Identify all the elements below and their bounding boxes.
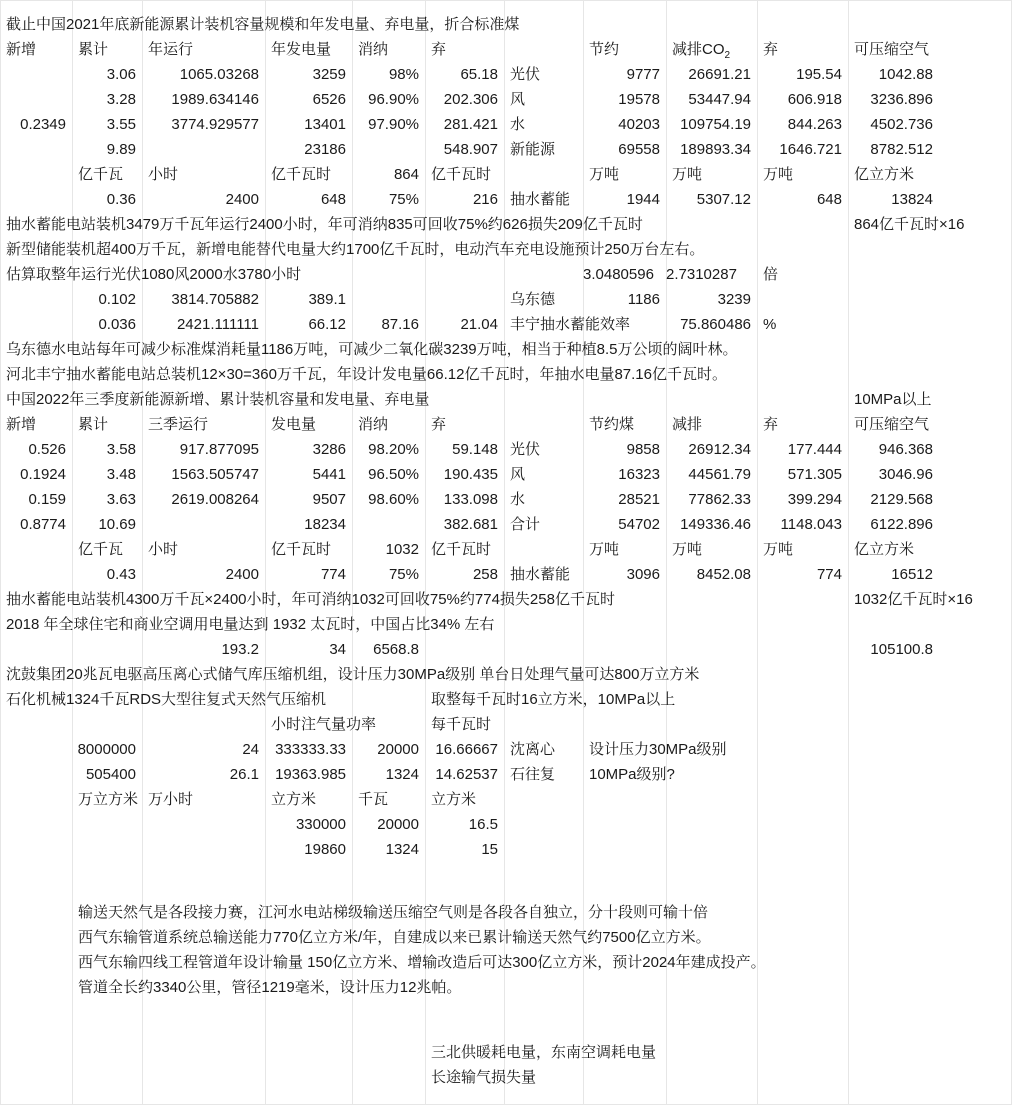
- cell-volume: 505400: [85, 766, 136, 783]
- cell-cumulative: 3.28: [106, 91, 136, 108]
- note-row: [0, 237, 1012, 262]
- cell-power: 20000: [377, 816, 419, 833]
- cell-value-e: 21.04: [460, 316, 498, 333]
- header-annual-generation: 年发电量: [271, 41, 332, 58]
- cell-category: 风: [510, 466, 526, 483]
- cell-q3-hours: 1563.505747: [171, 466, 259, 483]
- cell-co2: 5307.12: [696, 191, 751, 208]
- note-fengning: 河北丰宁抽水蓄能电站总装机12×30=360万千瓦，年设计发电量66.12亿千瓦时，年抽水电量87.16亿千瓦时。: [6, 366, 727, 383]
- cell-annual-generation: 23186: [304, 141, 346, 158]
- unit-curtailment: 亿千瓦时: [431, 166, 492, 183]
- cell-annual-generation: 3259: [312, 66, 346, 83]
- unit-cubic-meter-2: 立方米: [431, 791, 477, 808]
- header-curtailment: 弃: [431, 41, 447, 58]
- note-row: [0, 662, 1012, 687]
- note-row: [0, 637, 1012, 662]
- cell-waste: 648: [816, 191, 842, 208]
- table-row: [0, 487, 1012, 512]
- header-hourly-injection-power: 小时注气量功率: [271, 716, 377, 733]
- cell-co2: 189893.34: [680, 141, 751, 158]
- table-row: [0, 512, 1012, 537]
- cell-compressed-air: 2129.568: [870, 491, 933, 508]
- cell-consumption: [352, 137, 419, 162]
- cell-waste: 1646.721: [779, 141, 842, 158]
- cell-coal-saving: 54702: [618, 516, 660, 533]
- unit-curtailment: 亿千瓦时: [431, 541, 492, 558]
- table-row: [0, 62, 1012, 87]
- paragraph-pipeline-spec: 管道全长约3340公里，管径1219毫米，设计压力12兆帕。: [78, 979, 462, 996]
- value-ac-c: 6568.8: [373, 641, 419, 658]
- label-fengning-efficiency: 丰宁抽水蓄能效率: [510, 316, 631, 333]
- cell-cumulative: 3.55: [106, 116, 136, 133]
- header-savings: 节约: [589, 41, 620, 58]
- cell-per-kwh: 16.66667: [435, 741, 498, 758]
- unit-cumulative: 亿千瓦: [78, 166, 124, 183]
- header-consumption: 消纳: [358, 41, 389, 58]
- paragraph-row: [0, 950, 1012, 975]
- header-waste: 弃: [763, 41, 779, 58]
- cell-category: 合计: [510, 516, 541, 533]
- value-ac-b: 34: [329, 641, 346, 658]
- cell-power: 1324: [385, 766, 419, 783]
- cell-co2: 26691.21: [688, 66, 751, 83]
- paragraph-line-four: 西气东输四线工程管道年设计输量 150亿立方米、增输改造后可达300亿立方米，预计2024年建成投产。: [78, 954, 766, 971]
- unit-hours: 万小时: [148, 791, 194, 808]
- table-row: [0, 762, 1012, 787]
- header-per-kwh: 每千瓦时: [431, 716, 492, 733]
- cell-compressed-air: 8782.512: [870, 141, 933, 158]
- cell-category: 光伏: [510, 66, 541, 83]
- cell-consumption: 98.60%: [368, 491, 419, 508]
- cell-cumulative: 0.43: [106, 566, 136, 583]
- value-ratio-2: 2.7310287: [666, 266, 737, 283]
- cell-value-d: 87.16: [381, 316, 419, 333]
- value-1032: 1032: [385, 541, 419, 558]
- note-row: [0, 687, 1012, 712]
- cell-hours: 26.1: [229, 766, 259, 783]
- cell-generation: 9507: [312, 491, 346, 508]
- cell-waste: 844.263: [787, 116, 842, 133]
- cell-new-added: 0.526: [28, 441, 66, 458]
- cell-cumulative: 3.63: [106, 491, 136, 508]
- cell-waste: 1148.043: [780, 516, 842, 533]
- cell-cumulative: 3.48: [106, 466, 136, 483]
- table-row: [0, 437, 1012, 462]
- footer-row: [0, 1040, 1012, 1065]
- table-row-fengning: [0, 312, 1012, 337]
- cell-curtailment: 281.421: [443, 116, 498, 133]
- cell-hourly-injection: 19860: [304, 841, 346, 858]
- paragraph-west-east-capacity: 西气东输管道系统总输送能力770亿立方米/年，自建成以来已累计输送天然气约7500亿立方米。: [78, 929, 711, 946]
- cell-co2: 109754.19: [680, 116, 751, 133]
- table-row: [0, 837, 1012, 862]
- cell-compressed-air: 946.368: [878, 441, 933, 458]
- cell-annual-generation: 648: [320, 191, 346, 208]
- unit-savings: 万吨: [589, 166, 620, 183]
- note-new-storage: 新型储能装机超400万千瓦，新增电能替代电量大约1700亿千瓦时，电动汽车充电设施预计250万台左右。: [6, 241, 705, 258]
- cell-q3-hours: 2619.008264: [171, 491, 259, 508]
- section2-header-row: [0, 412, 1012, 437]
- table-row: [0, 812, 1012, 837]
- cell-consumption: 96.90%: [368, 91, 419, 108]
- footer-heating-cooling: 三北供暖耗电量，东南空调耗电量: [431, 1044, 657, 1061]
- unit-cumulative: 亿千瓦: [78, 541, 124, 558]
- table-row-pumped-storage: [0, 187, 1012, 212]
- cell-category: 水: [510, 116, 526, 133]
- cell-new-added: [0, 62, 66, 87]
- paragraph-gas-relay: 输送天然气是各段接力赛，江河水电站梯级输送压缩空气则是各段各自独立，分十段则可输十倍: [78, 904, 709, 921]
- note-shihua-compressor-right: 取整每千瓦时16立方米，10MPa以上: [431, 691, 676, 708]
- value-ac-right: 105100.8: [870, 641, 933, 658]
- note-row: [0, 612, 1012, 637]
- cell-value-c: 389.1: [308, 291, 346, 308]
- cell-cumulative: 3.06: [106, 66, 136, 83]
- cell-curtailment: 59.148: [452, 441, 498, 458]
- cell-annual-hours: 2400: [225, 191, 259, 208]
- header-generation: 发电量: [271, 416, 317, 433]
- section2-title-right: 10MPa以上: [854, 391, 932, 408]
- cell-category: 抽水蓄能: [510, 191, 571, 208]
- header-cumulative: 累计: [78, 416, 109, 433]
- cell-co2-reduction: 3239: [717, 291, 751, 308]
- cell-value-b: 2421.111111: [176, 316, 259, 333]
- header-compressed-air: 可压缩空气: [854, 416, 930, 433]
- header-q3-hours: 三季运行: [148, 416, 209, 433]
- cell-hours: 24: [242, 741, 259, 758]
- unit-compressed-air: 亿立方米: [854, 166, 915, 183]
- cell-compressed-air: 4502.736: [870, 116, 933, 133]
- cell-compressed-air: 13824: [891, 191, 933, 208]
- note-row: [0, 212, 1012, 237]
- cell-consumption: 98.20%: [368, 441, 419, 458]
- table-row-pumped-storage: [0, 562, 1012, 587]
- cell-per-kwh: 16.5: [468, 816, 498, 833]
- note-row: [0, 362, 1012, 387]
- cell-curtailment: 133.098: [443, 491, 498, 508]
- table-row: [0, 462, 1012, 487]
- cell-value-a: 0.036: [98, 316, 136, 333]
- unit-generation: 亿千瓦时: [271, 166, 332, 183]
- cell-emission: 8452.08: [696, 566, 751, 583]
- header-co2-reduction: 减排$CO_2$: [672, 41, 731, 61]
- cell-annual-hours: 3774.929577: [171, 116, 259, 133]
- cell-new-added: 0.2349: [20, 116, 66, 133]
- cell-compressed-air: 3236.896: [870, 91, 933, 108]
- cell-curtailment: 216: [472, 191, 498, 208]
- cell-generation: 18234: [304, 516, 346, 533]
- unit-cubic-meter: 立方米: [271, 791, 317, 808]
- cell-new-added: [0, 137, 66, 162]
- unit-kilowatt: 千瓦: [358, 791, 389, 808]
- cell-waste: 195.54: [796, 66, 842, 83]
- section1-units-row: [0, 162, 1012, 187]
- cell-category: 新能源: [510, 141, 556, 158]
- cell-power: 1324: [385, 841, 419, 858]
- cell-generation: 5441: [312, 466, 346, 483]
- header-emission-reduction: 减排: [672, 416, 703, 433]
- cell-curtailment: 258: [472, 566, 498, 583]
- cell-equipment-label: 沈离心: [510, 741, 556, 758]
- note-pumped-storage: 抽水蓄能电站装机3479万千瓦年运行2400小时，年可消纳835可回收75%约626损失209亿千瓦时: [6, 216, 643, 233]
- cell-cumulative: 10.69: [98, 516, 136, 533]
- cell-curtailment: 548.907: [443, 141, 498, 158]
- header-cumulative: 累计: [78, 41, 109, 58]
- value-864: 864: [393, 166, 419, 183]
- cell-savings: 40203: [618, 116, 660, 133]
- cell-compressed-air: 1042.88: [878, 66, 933, 83]
- cell-annual-generation: 13401: [304, 116, 346, 133]
- cell-equipment-label: 石往复: [510, 766, 556, 783]
- cell-consumption: 97.90%: [368, 116, 419, 133]
- cell-curtailment: 190.435: [443, 466, 498, 483]
- header-new-added: 新增: [6, 416, 37, 433]
- unit-percent: %: [763, 316, 777, 333]
- cell-power: 20000: [377, 741, 419, 758]
- cell-savings: 69558: [618, 141, 660, 158]
- note-estimate-hours: 估算取整年运行光伏1080风2000水3780小时: [6, 266, 302, 283]
- cell-category: 风: [510, 91, 526, 108]
- cell-pressure-note: 10MPa级别?: [589, 766, 675, 783]
- cell-volume: 8000000: [77, 741, 136, 758]
- table-row-wudongde: [0, 287, 1012, 312]
- paragraph-row: [0, 925, 1012, 950]
- cell-pressure-note: 设计压力30MPa级别: [589, 741, 727, 758]
- cell-cumulative: 0.36: [106, 191, 136, 208]
- table-row: [0, 737, 1012, 762]
- cell-generation: 774: [320, 566, 346, 583]
- paragraph-row: [0, 900, 1012, 925]
- footer-transport-loss: 长途输气损失量: [431, 1069, 537, 1086]
- cell-savings: 9777: [626, 66, 660, 83]
- cell-generation: 3286: [312, 441, 346, 458]
- cell-cumulative: 9.89: [106, 141, 136, 158]
- header-curtailment: 弃: [431, 416, 447, 433]
- table-row: [0, 112, 1012, 137]
- cell-emission: 44561.79: [688, 466, 751, 483]
- note-global-ac: 2018 年全球住宅和商业空调用电量达到 1932 太瓦时，中国占比34% 左右: [6, 616, 495, 633]
- cell-curtailment: 382.681: [443, 516, 498, 533]
- header-consumption: 消纳: [358, 416, 389, 433]
- cell-annual-hours: 1989.634146: [171, 91, 259, 108]
- cell-value-c: 66.12: [308, 316, 346, 333]
- unit-hours: 小时: [148, 541, 179, 558]
- table-row: [0, 137, 1012, 162]
- cell-value-a: 0.102: [98, 291, 136, 308]
- header-compressed-air: 可压缩空气: [854, 41, 930, 58]
- section2-title-row: [0, 387, 1012, 412]
- cell-hourly-injection: 333333.33: [275, 741, 346, 758]
- unit-hours: 小时: [148, 166, 179, 183]
- cell-hourly-injection: 330000: [295, 816, 346, 833]
- cell-value-b: 3814.705882: [171, 291, 259, 308]
- cell-consumption: 75%: [388, 191, 419, 208]
- value-ratio-1: 3.0480596: [583, 266, 654, 283]
- cell-consumption: 96.50%: [368, 466, 419, 483]
- cell-savings: 19578: [618, 91, 660, 108]
- note-row: [0, 337, 1012, 362]
- header-waste: 弃: [763, 416, 779, 433]
- value-ac-a: 193.2: [221, 641, 259, 658]
- cell-efficiency-value: 75.860486: [680, 316, 751, 333]
- header-new-added: 新增: [6, 41, 37, 58]
- cell-per-kwh: 15: [481, 841, 498, 858]
- unit-emission: 万吨: [672, 541, 703, 558]
- note-shihua-compressor: 石化机械1324千瓦RDS大型往复式天然气压缩机: [6, 691, 327, 708]
- note-shengu-compressor: 沈鼓集团20兆瓦电驱高压离心式储气库压缩机组，设计压力30MPa级别 单台日处理气量可达800万立方米: [6, 666, 700, 683]
- cell-waste: 774: [816, 566, 842, 583]
- header-annual-hours: 年运行: [148, 41, 194, 58]
- cell-category: 抽水蓄能: [510, 566, 571, 583]
- unit-generation: 亿千瓦时: [271, 541, 332, 558]
- cell-coal-saving: 9858: [626, 441, 660, 458]
- table-row: [0, 87, 1012, 112]
- compressor-units-row: [0, 787, 1012, 812]
- section2-units-row: [0, 537, 1012, 562]
- cell-curtailment: 65.18: [460, 66, 498, 83]
- cell-emission: 26912.34: [688, 441, 751, 458]
- unit-coal-saving: 万吨: [589, 541, 620, 558]
- note-wudongde: 乌东德水电站每年可减少标准煤消耗量1186万吨，可减少二氧化碳3239万吨，相当于种植8.5万公顷的阔叶林。: [6, 341, 738, 358]
- cell-waste: 177.444: [787, 441, 842, 458]
- unit-co2: 万吨: [672, 166, 703, 183]
- unit-waste: 万吨: [763, 541, 794, 558]
- cell-consumption: 75%: [388, 566, 419, 583]
- cell-waste: 399.294: [787, 491, 842, 508]
- document-title-row: [0, 12, 1012, 37]
- cell-co2: 53447.94: [688, 91, 751, 108]
- footer-row: [0, 1065, 1012, 1090]
- cell-new-added: 0.1924: [20, 466, 66, 483]
- cell-waste: 571.305: [787, 466, 842, 483]
- unit-times: 倍: [763, 266, 779, 283]
- cell-coal-saving: 3096: [626, 566, 660, 583]
- cell-new-added: [0, 87, 66, 112]
- cell-new-added: 0.8774: [20, 516, 66, 533]
- unit-volume: 万立方米: [78, 791, 139, 808]
- cell-waste: 606.918: [787, 91, 842, 108]
- section1-header-row: [0, 37, 1012, 62]
- cell-emission: 77862.33: [688, 491, 751, 508]
- cell-coal-saving: 28521: [618, 491, 660, 508]
- cell-compressed-air: 3046.96: [878, 466, 933, 483]
- grid-line-horizontal: [0, 0, 1012, 1]
- cell-savings: 1944: [626, 191, 660, 208]
- cell-emission: 149336.46: [680, 516, 751, 533]
- cell-curtailment: 202.306: [443, 91, 498, 108]
- cell-new-added: 0.159: [28, 491, 66, 508]
- compressor-header-row: [0, 712, 1012, 737]
- cell-category: 水: [510, 491, 526, 508]
- cell-annual-hours: 1065.03268: [179, 66, 259, 83]
- cell-q3-hours: 917.877095: [179, 441, 259, 458]
- page-title: 截止中国2021年底新能源累计装机容量规模和年发电量、弃电量，折合标准煤: [6, 16, 520, 33]
- note-pumped-storage-2022: 抽水蓄能电站装机4300万千瓦×2400小时，年可消纳1032可回收75%约774损失258亿千瓦时: [6, 591, 615, 608]
- note-row: [0, 262, 1012, 287]
- cell-category: 光伏: [510, 441, 541, 458]
- cell-coal-saving: 1186: [627, 291, 660, 308]
- cell-coal-saving: 16323: [618, 466, 660, 483]
- cell-compressed-air: 6122.896: [870, 516, 933, 533]
- label-wudongde: 乌东德: [510, 291, 556, 308]
- cell-consumption: [352, 512, 419, 537]
- unit-waste: 万吨: [763, 166, 794, 183]
- section2-title: 中国2022年三季度新能源新增、累计装机容量和发电量、弃电量: [6, 391, 430, 408]
- unit-compressed-air: 亿立方米: [854, 541, 915, 558]
- note-pumped-storage-2022-right: 1032亿千瓦时×16: [854, 591, 973, 608]
- header-coal-saving: 节约煤: [589, 416, 635, 433]
- cell-cumulative: 3.58: [106, 441, 136, 458]
- cell-hourly-injection: 19363.985: [275, 766, 346, 783]
- cell-q3-hours: [142, 512, 259, 537]
- note-pumped-storage-right: 864亿千瓦时×16: [854, 216, 965, 233]
- paragraph-row: [0, 975, 1012, 1000]
- cell-hours: 2400: [225, 566, 259, 583]
- cell-annual-generation: 6526: [312, 91, 346, 108]
- cell-consumption: 98%: [388, 66, 419, 83]
- cell-compressed-air: 16512: [891, 566, 933, 583]
- cell-per-kwh: 14.62537: [435, 766, 498, 783]
- cell-annual-hours: [142, 137, 259, 162]
- note-row: [0, 587, 1012, 612]
